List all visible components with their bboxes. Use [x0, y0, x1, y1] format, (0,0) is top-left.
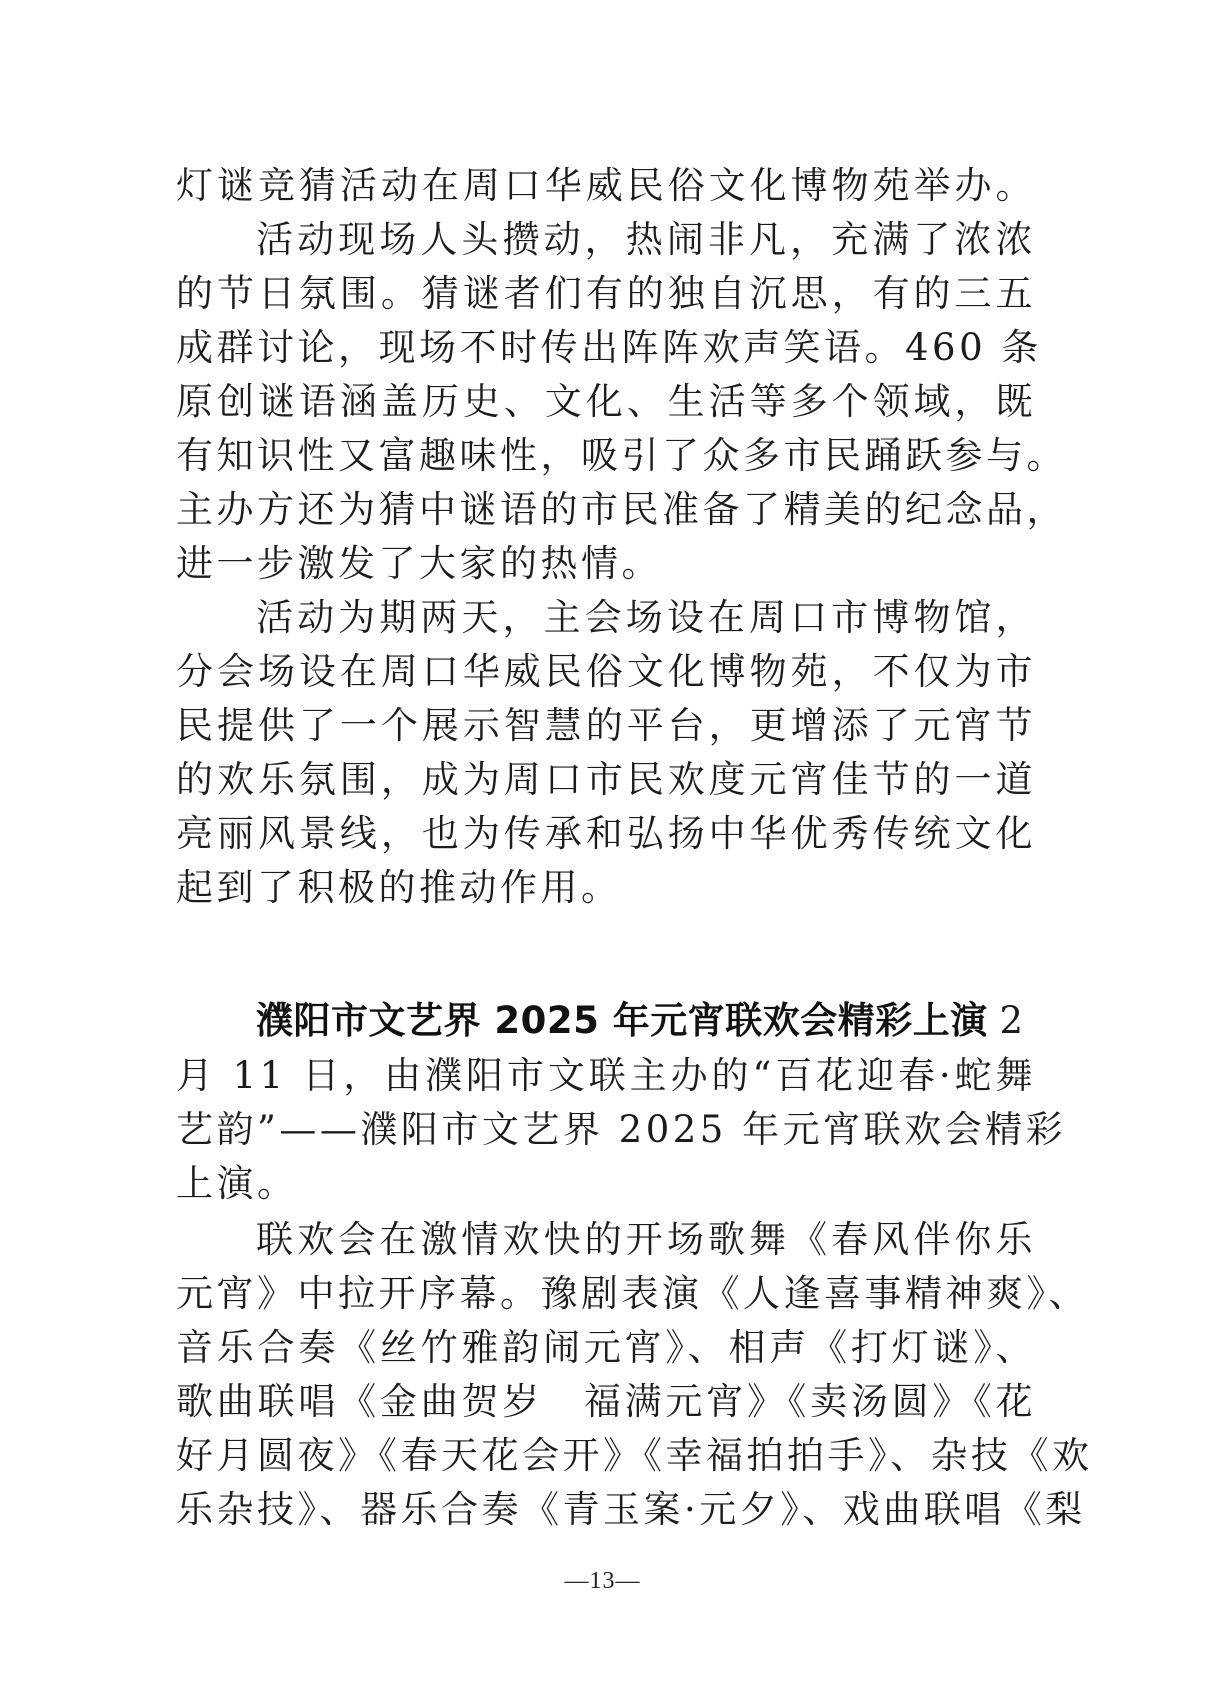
paragraph-line: 起到了积极的推动作用。 — [176, 866, 622, 909]
paragraph-line: 亮丽风景线，也为传承和弘扬中华优秀传统文化 — [176, 812, 1036, 855]
article-headline — [176, 992, 1036, 1050]
paragraph-line: 联欢会在激情欢快的开场歌舞《春风伴你乐 — [256, 1218, 1036, 1261]
headline-text: 濮阳市文艺界 2025 年元宵联欢会精彩上演 — [256, 999, 988, 1042]
paragraph-line: 灯谜竞猜活动在周口华威民俗文化博物苑举办。 — [176, 164, 1036, 207]
paragraph-line: 月 11 日，由濮阳市文联主办的“百花迎春·蛇舞 — [176, 1054, 1036, 1097]
paragraph-line: 民提供了一个展示智慧的平台，更增添了元宵节 — [176, 704, 1036, 747]
headline-date-start: 2 — [999, 999, 1026, 1042]
paragraph-line: 乐杂技》、器乐合奏《青玉案·元夕》、戏曲联唱《梨 — [176, 1488, 1086, 1531]
paragraph-line: 活动为期两天，主会场设在周口市博物馆， — [256, 596, 1036, 639]
paragraph-line: 好月圆夜》《春天花会开》《幸福拍拍手》、杂技《欢 — [176, 1434, 1093, 1477]
paragraph-line: 成群讨论，现场不时传出阵阵欢声笑语。460 条 — [176, 326, 1042, 369]
paragraph-line: 原创谜语涵盖历史、文化、生活等多个领域，既 — [176, 380, 1036, 423]
paragraph-line: 上演。 — [176, 1162, 298, 1205]
paragraph-line: 艺韵”——濮阳市文艺界 2025 年元宵联欢会精彩 — [176, 1108, 1067, 1151]
paragraph-line: 活动现场人头攒动，热闹非凡，充满了浓浓 — [256, 218, 1036, 261]
paragraph-line: 的节日氛围。猜谜者们有的独自沉思，有的三五 — [176, 272, 1036, 315]
paragraph-line: 有知识性又富趣味性，吸引了众多市民踊跃参与。 — [176, 434, 1067, 477]
paragraph-line: 分会场设在周口华威民俗文化博物苑，不仅为市 — [176, 650, 1036, 693]
paragraph-line: 歌曲联唱《金曲贺岁 福满元宵》《卖汤圆》《花 — [176, 1380, 1036, 1423]
paragraph-line: 进一步激发了大家的热情。 — [176, 542, 662, 585]
paragraph-line: 的欢乐氛围，成为周口市民欢度元宵佳节的一道 — [176, 758, 1036, 801]
page-number: —13— — [564, 1568, 641, 1594]
paragraph-line: 主办方还为猜中谜语的市民准备了精美的纪念品， — [176, 488, 1067, 531]
paragraph-line: 元宵》中拉开序幕。豫剧表演《人逢喜事精神爽》、 — [176, 1272, 1089, 1315]
paragraph-line: 音乐合奏《丝竹雅韵闹元宵》、相声《打灯谜》、 — [176, 1326, 1036, 1369]
